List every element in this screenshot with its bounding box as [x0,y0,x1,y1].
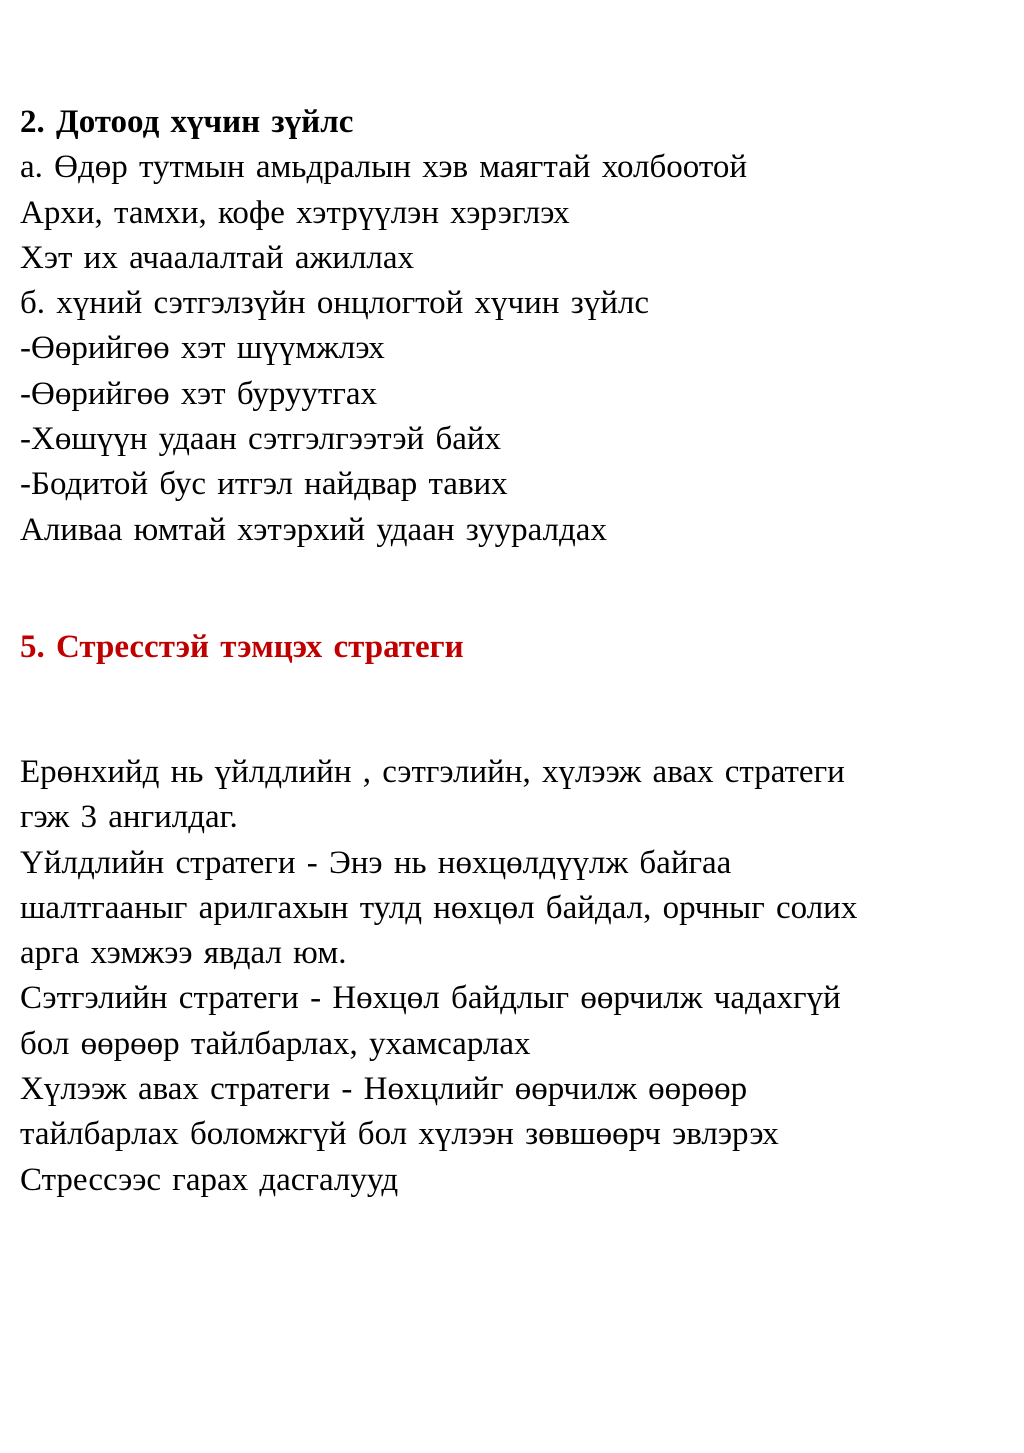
text-line: Аливаа юмтай хэтэрхий удаан зууралдах [20,511,607,548]
text-line: Стрессээс гарах дасгалууд [20,1161,399,1198]
text-line: -Бодитой бус итгэл найдвар тавих [20,466,508,503]
text-line: Хүлээж авах стратеги - Нөхцлийг өөрчилж өөрөөр [20,1071,748,1108]
internal-factors-section [20,100,1010,553]
text-line: Ерөнхийд нь үйлдлийн , сэтгэлийн, хүлээж авах стратеги [20,754,845,790]
text-line: Үйлдлийн стратеги - Энэ нь нөхцөлдүүлж байгаа [20,844,732,881]
text-line: арга хэмжээ явдал юм. [20,935,347,972]
text-line: -Өөрийгөө хэт буруутгах [20,375,378,412]
text-line: бол өөрөөр тайлбарлах, ухамсарлах [20,1025,531,1062]
text-line: а. Өдөр тутмын амьдралын хэв маягтай холбоотой [20,149,747,186]
text-line: гэж 3 ангилдаг. [20,799,238,836]
text-line: -Өөрийгөө хэт шүүмжлэх [20,330,385,367]
text-line: Архи, тамхи, кофе хэтрүүлэн хэрэглэх [20,194,570,231]
text-line: шалтгааныг арилгахын тулд нөхцөл байдал, орчныг солих [20,889,858,926]
strategy-body-section [20,750,1010,1203]
text-line: тайлбарлах боломжгүй бол хүлээн зөвшөөрч эвлэрэх [20,1116,779,1153]
text-line: б. хүний сэтгэлзүйн онцлогтой хүчин зүйлс [20,285,650,322]
text-line: Сэтгэлийн стратеги - Нөхцөл байдлыг өөрчилж чадахгүй [20,980,841,1017]
internal-factors-heading: 2. Дотоод хүчин зүйлс [20,104,354,140]
strategy-section [20,625,1010,670]
text-line: -Хөшүүн удаан сэтгэлгээтэй байх [20,421,502,458]
strategy-heading: 5. Стресстэй тэмцэх стратеги [20,629,464,665]
text-line: Хэт их ачаалалтай ажиллах [20,239,415,276]
